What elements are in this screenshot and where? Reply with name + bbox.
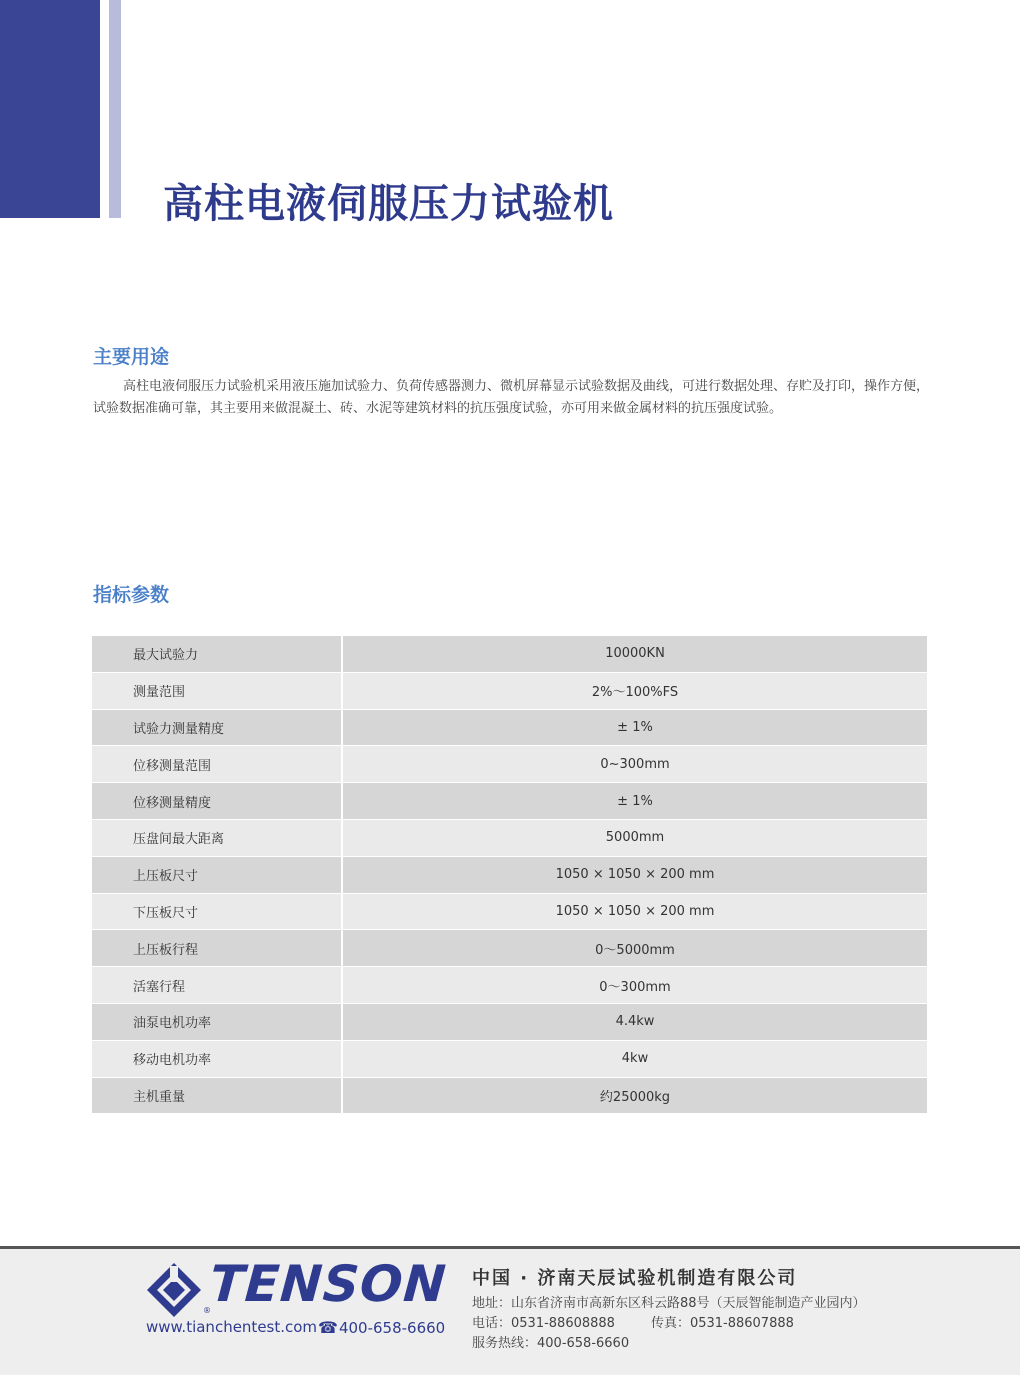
spec-value: 4.4kw [342, 1003, 927, 1040]
telephone: 电话：0531-88608888 [472, 1316, 615, 1331]
phone-icon: ☎ [318, 1318, 338, 1337]
spec-value: 0~300mm [342, 746, 927, 783]
table-row [92, 672, 927, 709]
table-row [92, 1040, 927, 1077]
page-title: 高柱电液伺服压力试验机 [163, 181, 614, 227]
contact-phones [472, 1312, 794, 1331]
spec-value: 5000mm [342, 819, 927, 856]
fax: 传真：0531-88607888 [650, 1316, 794, 1331]
spec-label: 试验力测量精度 [92, 709, 342, 746]
table-row [92, 893, 927, 930]
spec-label: 位移测量精度 [92, 783, 342, 820]
spec-value: 2%～100%FS [342, 672, 927, 709]
spec-value: 0～300mm [342, 967, 927, 1004]
specs-table [92, 636, 927, 1114]
spec-label: 位移测量范围 [92, 746, 342, 783]
table-row [92, 1003, 927, 1040]
spec-label: 压盘间最大距离 [92, 819, 342, 856]
spec-value: 约25000kg [342, 1077, 927, 1114]
registered-mark: ® [203, 1306, 211, 1315]
spec-label: 测量范围 [92, 672, 342, 709]
spec-value: 4kw [342, 1040, 927, 1077]
decorative-bar-light [109, 0, 121, 218]
table-row [92, 856, 927, 893]
hotline-number [318, 1318, 445, 1337]
spec-label: 最大试验力 [92, 636, 342, 672]
table-row [92, 709, 927, 746]
usage-heading: 主要用途 [93, 346, 170, 368]
spec-value: 10000KN [342, 636, 927, 672]
spec-label: 油泵电机功率 [92, 1003, 342, 1040]
table-row [92, 783, 927, 820]
logo-wordmark: TENSON [207, 1255, 449, 1313]
company-address: 地址：山东省济南市高新东区科云路88号（天辰智能制造产业园内） [472, 1296, 866, 1311]
tenson-logo-mark-icon [146, 1262, 202, 1318]
spec-value: ± 1% [342, 783, 927, 820]
spec-value: 1050 × 1050 × 200 mm [342, 893, 927, 930]
hotline-text: 400-658-6660 [338, 1319, 446, 1337]
table-row [92, 1077, 927, 1114]
spec-label: 移动电机功率 [92, 1040, 342, 1077]
spec-label: 上压板尺寸 [92, 856, 342, 893]
table-row [92, 930, 927, 967]
spec-label: 下压板尺寸 [92, 893, 342, 930]
specs-heading: 指标参数 [93, 584, 170, 606]
decorative-bar-dark [0, 0, 100, 218]
spec-value: ± 1% [342, 709, 927, 746]
footer-divider [0, 1246, 1020, 1249]
service-hotline: 服务热线：400-658-6660 [472, 1336, 630, 1351]
table-row [92, 636, 927, 672]
spec-label: 活塞行程 [92, 967, 342, 1004]
table-row [92, 967, 927, 1004]
spec-label: 上压板行程 [92, 930, 342, 967]
company-name: 中国 · 济南天辰试验机制造有限公司 [472, 1268, 798, 1289]
usage-description: 高柱电液伺服压力试验机采用液压施加试验力、负荷传感器测力、微机屏幕显示试验数据及曲线，可进行数据处理、存贮及打印，操作方便，试验数据准确可靠，其主要用来做混凝土、砖、水泥等建筑材料的抗压强度试验，亦可用来做金属材料的抗压强度试验。 [93, 379, 930, 416]
spec-label: 主机重量 [92, 1077, 342, 1114]
website-link[interactable]: www.tianchentest.com [146, 1318, 318, 1336]
table-row [92, 819, 927, 856]
spec-value: 1050 × 1050 × 200 mm [342, 856, 927, 893]
table-row [92, 746, 927, 783]
spec-value: 0～5000mm [342, 930, 927, 967]
